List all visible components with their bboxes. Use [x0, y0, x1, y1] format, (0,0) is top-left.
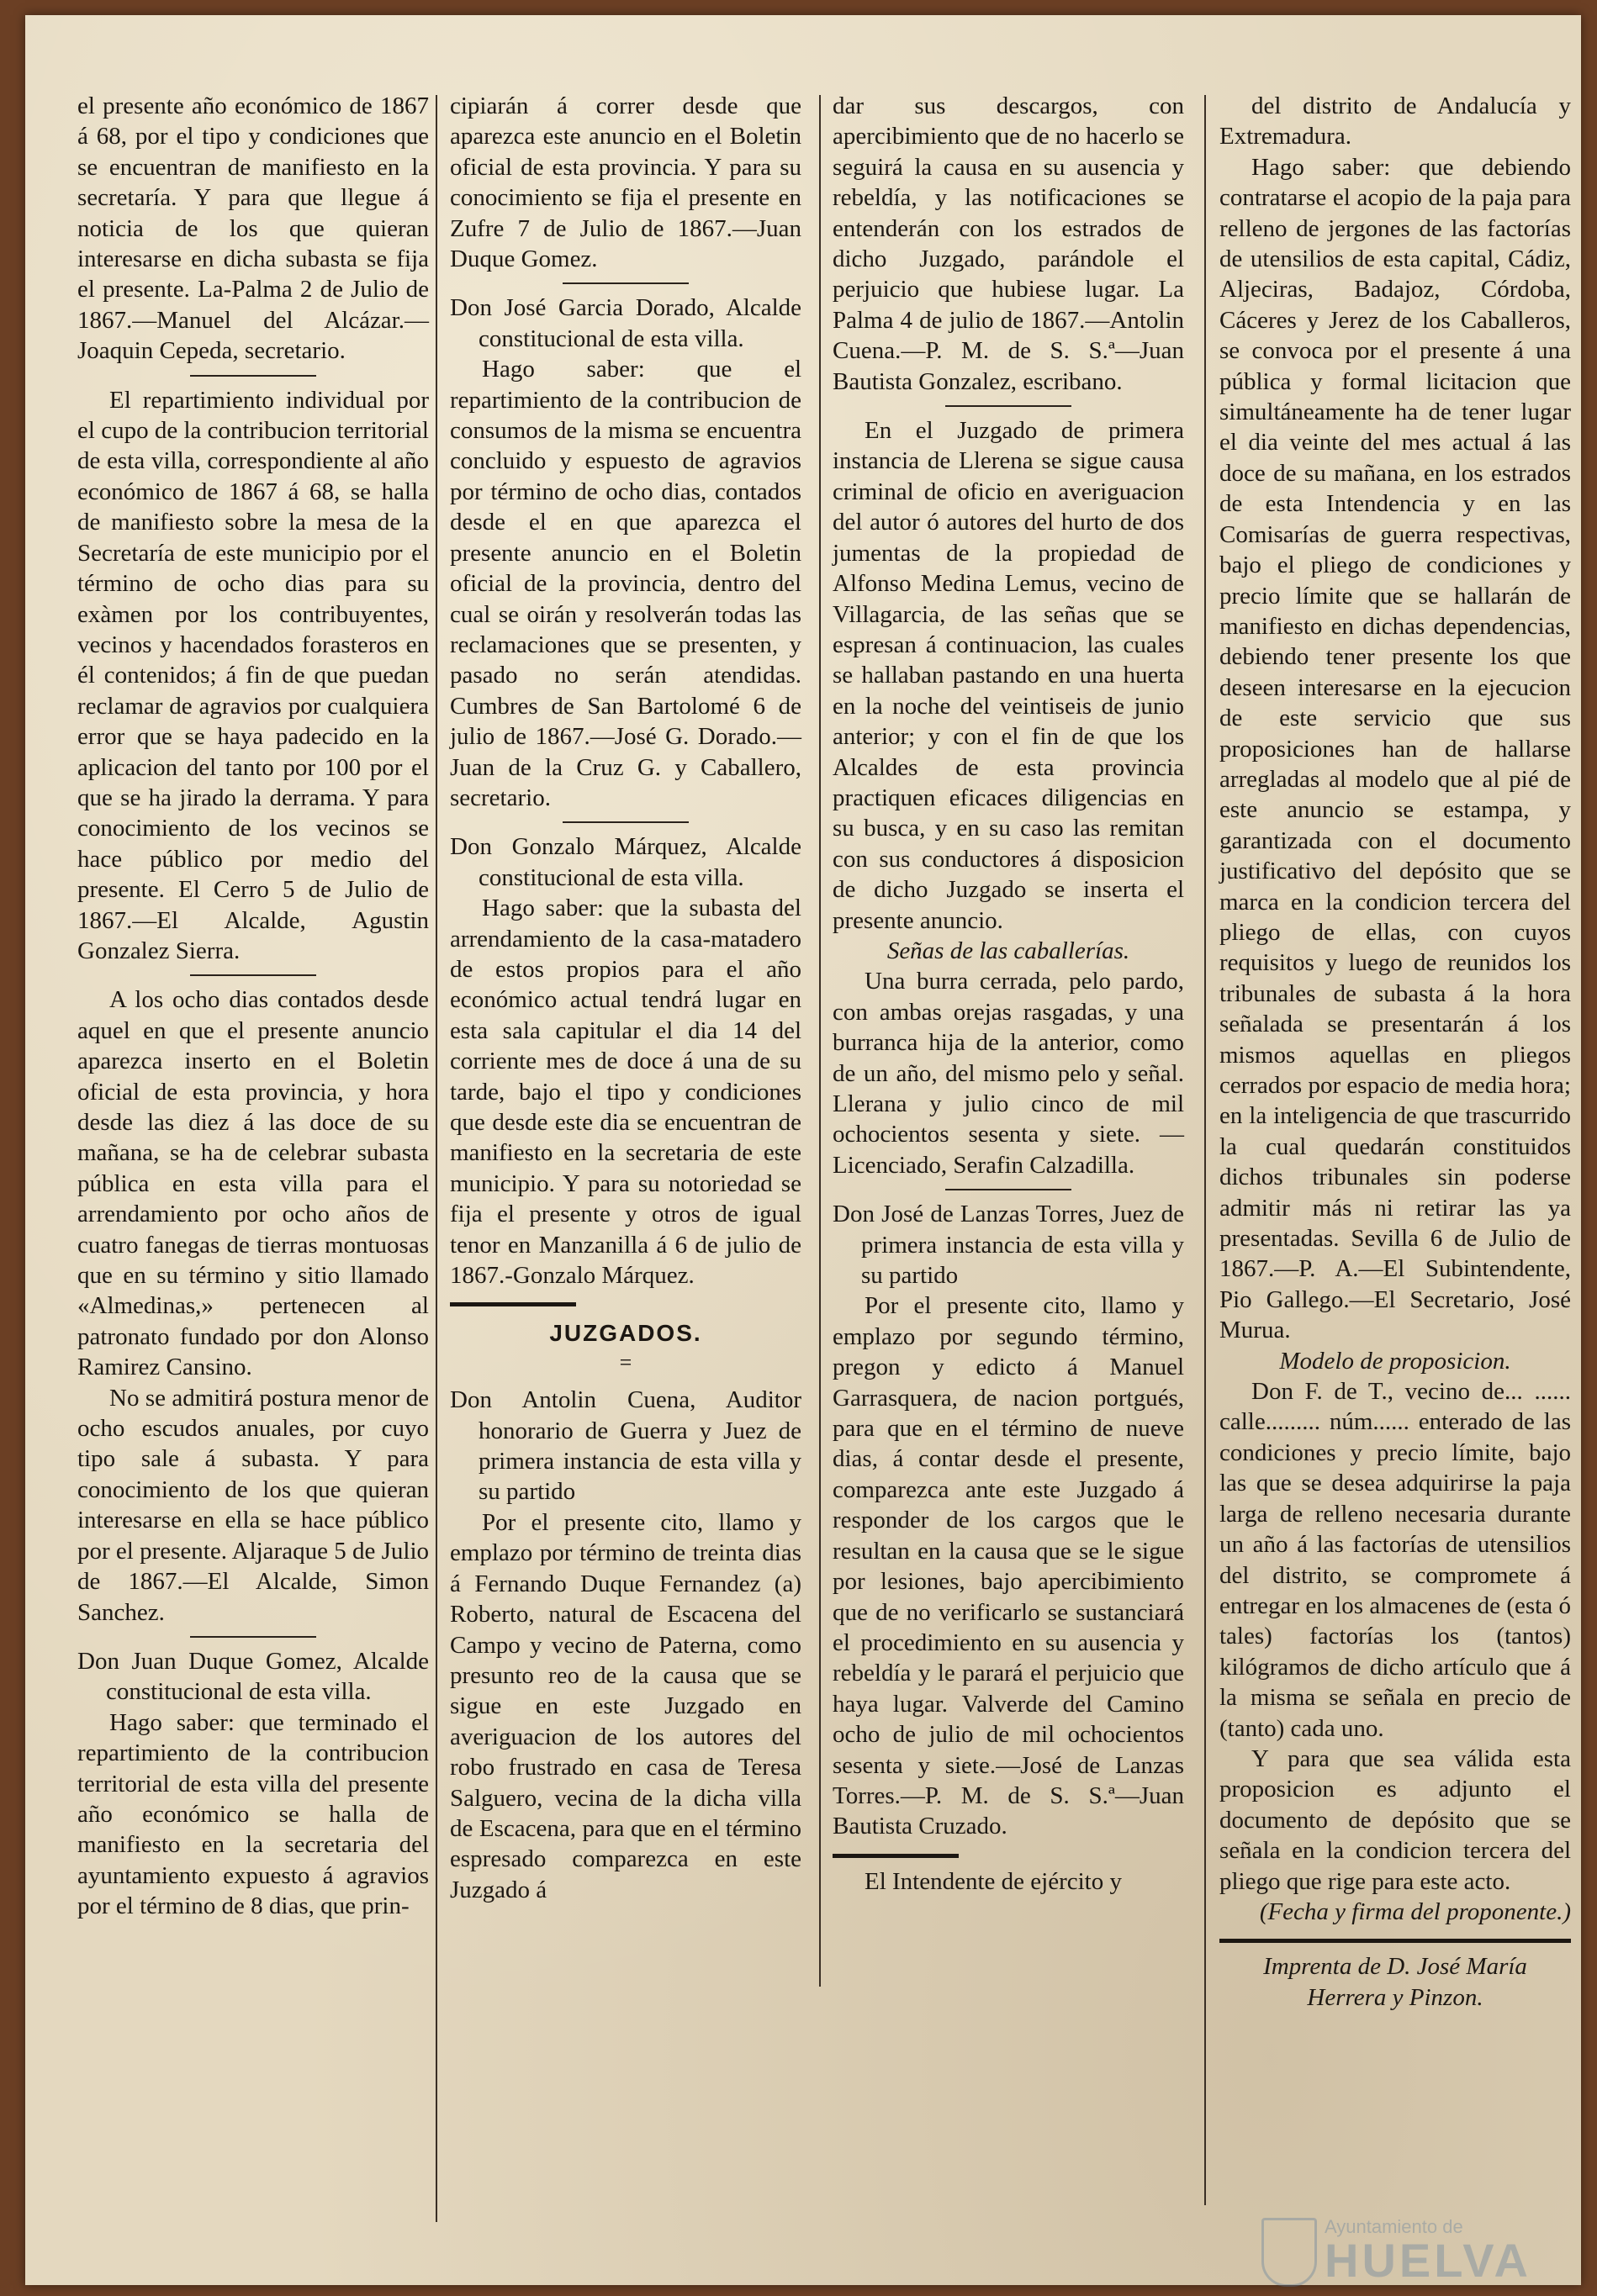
notice-text: del distrito de Andalucía y Extremadura. — [1219, 92, 1571, 150]
separator — [945, 405, 1071, 407]
notice-heading: Don Antolin Cuena, Auditor honorario de Guerra y Juez de primera instancia de esta villa y su partido — [450, 1386, 801, 1506]
notice-text: El repartimiento individual por el cupo de la contribucion territorial de esta villa, correspondiente al año económico de 1867 á 68, se halla de manifiesto sobre la mesa de la Secretaría de este municipio por el término de ocho dias para su exàmen por los contribuyentes, vecinos y hacendados forasteros en él contenidos; á fin de que puedan reclamar de agravios por cualquiera error que se haya padecido en la aplicacion del tanto por 100 por el que se ha jirado la derrama. Y para conocimiento de los vecinos se hace público por medio del presente. El Cerro 5 de Julio de 1867.—El Alcalde, Agustin Gonzalez Sierra. — [77, 386, 429, 964]
column-1 — [77, 91, 429, 1922]
notice-heading: Don Juan Duque Gomez, Alcalde constitucional de esta villa. — [77, 1647, 429, 1706]
column-2 — [450, 91, 801, 1905]
notice-text: En el Juzgado de primera instancia de Llerena se sigue causa criminal de oficio en averiguacion del autor ó autores del hurto de dos jumentas de la propiedad de Alfonso Medina Lemus, vecino de Villagarcia, de las señas que se espresan á continuacion, las cuales se hallaban pastando en una huerta en la noche del veintiseis de junio anterior; y con el fin de que los Alcaldes de esta provincia practiquen eficaces diligencias en su busca, y en su caso las remitan con sus conductores á disposicion de dicho Juzgado se inserta el presente anuncio. — [833, 417, 1184, 934]
imprint-line: Imprenta de D. José María — [1263, 1953, 1527, 1981]
subheading: Modelo de proposicion. — [1279, 1347, 1511, 1375]
separator — [190, 1636, 316, 1638]
notice-heading: Don José de Lanzas Torres, Juez de primera instancia de esta villa y su partido — [833, 1201, 1184, 1290]
subheading: Señas de las caballerías. — [886, 937, 1130, 964]
separator — [190, 974, 316, 976]
column-divider — [1204, 95, 1206, 2205]
notice-heading: Don Gonzalo Márquez, Alcalde constitucional de esta villa. — [450, 833, 801, 891]
notice-heading: Don José Garcia Dorado, Alcalde constitucional de esta villa. — [450, 294, 801, 352]
notice-text: Hago saber: que terminado el repartimiento de la contribucion territorial de esta villa del presente año económico se halla de manifiesto en la secretaria del ayuntamiento expuesto á agravios por el término de 8 dias, que prin- — [77, 1708, 429, 1920]
notice-text: cipiarán á correr desde que aparezca este anuncio en el Boletin oficial de esta provincia. Y para su conocimiento se fija el presente en Zufre 7 de Julio de 1867.—Juan Duque Gomez. — [450, 92, 801, 273]
section-rule — [450, 1302, 576, 1306]
watermark-logo — [1261, 2201, 1581, 2293]
column-4 — [1219, 91, 1571, 2013]
notice-text: dar sus descargos, con apercibimiento que de no hacerlo se seguirá la causa en su ausencia y rebeldía, y las notificaciones se entenderán con los estrados de dicho Juzgado, parándole el perjuicio que hubiese lugar. La Palma 4 de julio de 1867.—Antolin Cuena.—P. M. de S. S.ª—Juan Bautista Gonzalez, escribano. — [833, 92, 1184, 395]
notice-text: Por el presente cito, llamo y emplazo por segundo término, pregon y edicto á Manuel Garrasquera, de nacion portgués, para que en el término de nueve dias, á contar desde el presente, comparezca ante este Juzgado á responder de los cargos que le resultan en la causa que se le sigue por lesiones, bajo apercibimiento que de no verificarlo se sustanciará el procedimiento en su ausencia y rebeldía y le parará el perjuicio que haya lugar. Valverde del Camino ocho de julio de mil ochocientos sesenta y siete.—José de Lanzas Torres.—P. M. de S. S.ª—Juan Bautista Cruzado. — [833, 1292, 1184, 1840]
notice-text: El Intendente de ejército y — [865, 1867, 1122, 1895]
separator — [190, 375, 316, 377]
section-title: JUZGADOS. — [549, 1320, 702, 1347]
notice-text: Don F. de T., vecino de... ...... calle......... núm...... enterado de las condiciones y precio límite, bajo las que se desea adquirirse la paja larga de relleno necesaria durante un año á las factorías de utensilios del distrito, se compromete á entregar en los almacenes de (esta ó tales) factorías los (tantos) kilógramos de dicho artículo que á la misma se señala en precio de (tanto) cada uno. — [1219, 1378, 1571, 1742]
notice-text: No se admitirá postura menor de ocho escudos anuales, por cuyo tipo sale á subasta. Y para conocimiento de los que quieran interesarse en ella se hace público por el presente. Aljaraque 5 de Julio de 1867.—El Alcalde, Simon Sanchez. — [77, 1384, 429, 1626]
column-3 — [833, 91, 1184, 1897]
watermark-line: Ayuntamiento de — [1325, 2216, 1463, 2237]
shield-icon — [1261, 2218, 1317, 2287]
column-divider — [819, 95, 821, 1987]
column-divider — [436, 95, 437, 2222]
notice-text: Por el presente cito, llamo y emplazo por término de treinta dias á Fernando Duque Fernandez (a) Roberto, natural de Escacena del Campo y vecino de Paterna, como presunto reo de la causa que se sigue en este Juzgado en averiguacion de los autores del robo frustrado en casa de Teresa Salguero, vecina de la dicha villa de Escacena, para que en el término espresado comparezca en este Juzgado á — [450, 1508, 801, 1903]
section-rule — [1219, 1939, 1571, 1943]
notice-text: Una burra cerrada, pelo pardo, con ambas orejas rasgadas, y una burranca hija de la anterior, como de un año, del mismo pelo y señal. Llerana y julio cinco de mil ochocientos sesenta y siete. —Licenciado, Serafin Calzadilla. — [833, 968, 1184, 1179]
title-ornament: = — [619, 1349, 632, 1375]
notice-text: Y para que sea válida esta proposicion es adjunto el documento de depósito que se señala en la condicion tercera del pliego que rige para este acto. — [1219, 1744, 1571, 1895]
newspaper-page — [25, 15, 1581, 2285]
notice-text: el presente año económico de 1867 á 68, por el tipo y condiciones que se encuentran de manifiesto en la secretaría. Y para que llegue á noticia de los que quieran interesarse en dicha subasta se fija el presente. La-Palma 2 de Julio de 1867.—Manuel del Alcázar.—Joaquin Cepeda, secretario. — [77, 92, 429, 365]
separator — [563, 821, 689, 823]
imprint-line: Herrera y Pinzon. — [1307, 1983, 1483, 2011]
section-rule — [833, 1854, 959, 1858]
watermark-line: HUELVA — [1325, 2234, 1531, 2287]
notice-text: Hago saber: que la subasta del arrendamiento de la casa-matadero de estos propios para el año económico actual tendrá lugar en esta sala capitular el dia 14 del corriente mes de doce á una de su tarde, bajo el tipo y condiciones que desde este dia se encuentran de manifiesto en la secretaria de este municipio. Y para su notoriedad se fija el presente y otros de igual tenor en Manzanilla á 6 de julio de 1867.-Gonzalo Márquez. — [450, 895, 801, 1290]
separator — [563, 282, 689, 284]
notice-text: Hago saber: que el repartimiento de la contribucion de consumos de la misma se encuentra concluido y espuesto de agravios por término de ocho dias, contados desde el en que aparezca el presente anuncio en el Boletin oficial de la provincia, dentro del cual se oirán y resolverán todas las reclamaciones que se presenten, y pasado no serán atendidas. Cumbres de San Bartolomé 6 de julio de 1867.—José G. Dorado.—Juan de la Cruz G. y Caballero, secretario. — [450, 356, 801, 811]
signature-note: (Fecha y firma del proponente.) — [1259, 1897, 1571, 1925]
separator — [945, 1189, 1071, 1190]
notice-text: A los ocho dias contados desde aquel en que el presente anuncio aparezca inserto en el Boletin oficial de esta provincia, y hora desde las diez á las doce de su mañana, se ha de celebrar subasta pública en esta villa para el arrendamiento por ocho años de cuatro fanegas de tierras montuosas que en su término y sitio llamado «Almedinas,» pertenecen al patronato fundado por don Alonso Ramirez Cansino. — [77, 986, 429, 1381]
notice-text: Hago saber: que debiendo contratarse el acopio de la paja para relleno de jergones de las factorías de utensilios de esta capital, Cádiz, Aljeciras, Badajoz, Córdoba, Cáceres y Jerez de los Caballeros, se convoca por el presente á una pública y formal licitacion que simultáneamente ha de tener lugar el dia veinte del mes actual á las doce de su mañana, en los estrados de esta Intendencia y en las Comisarías de guerra respectivas, bajo el pliego de condiciones y precio límite que se hallarán de manifiesto en dichas dependencias, debiendo tener presente los que deseen interesarse en la ejecucion de este servicio que sus proposiciones han de hallarse arregladas al modelo que al pié de este anuncio se estampa, y garantizada con el documento justificativo del depósito que se marca en la condicion tercera del pliego de ellas, con cuyos requisitos y luego de reunidos los tribunales de subasta á la hora señalada se presentarán á los mismos aquellas en pliegos cerrados por espacio de media hora; en la inteligencia de que trascurrido la cual quedarán constituidos dichos tribunales sin poderse admitir más ni retirar las ya presentadas. Sevilla 6 de Julio de 1867.—P. A.—El Subintendente, Pio Gallego.—El Secretario, José Murua. — [1219, 153, 1571, 1344]
